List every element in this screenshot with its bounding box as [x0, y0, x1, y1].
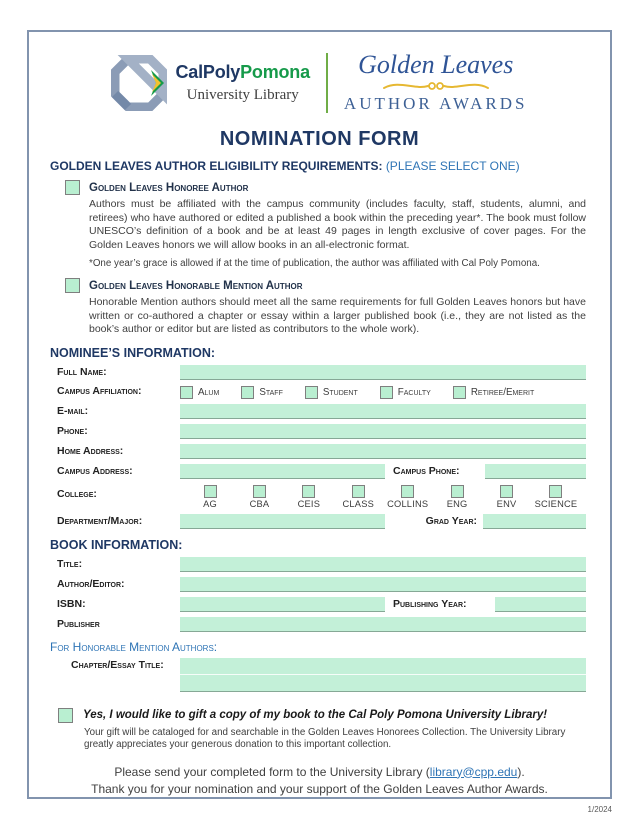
publisher-input[interactable] — [180, 617, 586, 632]
chapter-title-row — [71, 658, 586, 692]
award-caps-title: AUTHOR AWARDS — [343, 94, 528, 113]
eng-checkbox[interactable] — [451, 485, 464, 498]
grad-year-label: Grad Year: — [425, 514, 477, 527]
honoree-footnote: *One year’s grace is allowed if at the time of publication, the author was affiliated with Cal Poly Pomona. — [89, 258, 540, 269]
page-title: NOMINATION FORM — [219, 128, 420, 150]
nominee-section-heading: NOMINEE’S INFORMATION: — [50, 345, 216, 360]
campus-address-row — [57, 463, 586, 479]
email-row — [57, 403, 586, 419]
science-checkbox[interactable] — [549, 485, 562, 498]
book-section-heading: BOOK INFORMATION: — [50, 537, 183, 552]
publishing-year-input[interactable] — [495, 597, 586, 612]
isbn-label: ISBN: — [57, 597, 86, 610]
publisher-row — [57, 616, 586, 632]
chapter-title-input[interactable] — [180, 658, 586, 692]
full-name-input[interactable] — [180, 365, 586, 380]
student-checkbox[interactable] — [305, 386, 318, 399]
campus-address-label: Campus Address: — [57, 464, 133, 477]
faculty-label: Faculty — [397, 386, 431, 398]
ceis-label: CEIS — [297, 498, 321, 509]
campus-phone-label: Campus Phone: — [393, 464, 460, 477]
home-address-input[interactable] — [180, 444, 586, 459]
staff-checkbox[interactable] — [241, 386, 254, 399]
cpp-brand — [111, 55, 309, 111]
department-label: Department/Major: — [57, 514, 143, 527]
science-label: SCIENCE — [534, 498, 578, 509]
home-address-row — [57, 443, 586, 459]
affiliation-staff — [241, 386, 283, 399]
eligibility-heading — [50, 159, 610, 173]
collins-label: COLLINS — [387, 498, 429, 509]
campus-address-input[interactable] — [180, 464, 385, 479]
honorable-mention-option-label: Golden Leaves Honorable Mention Author — [89, 279, 303, 292]
eng-label: ENG — [446, 498, 468, 509]
full-name-row — [57, 364, 586, 380]
isbn-row — [57, 596, 586, 612]
header — [29, 48, 610, 118]
class-label: CLASS — [342, 498, 375, 509]
cba-checkbox[interactable] — [253, 485, 266, 498]
affiliation-faculty — [380, 386, 431, 399]
brand-university-library: University Library — [186, 87, 299, 103]
chapter-title-label: Chapter/Essay Title: — [71, 658, 164, 671]
gift-checkbox[interactable] — [58, 708, 73, 723]
department-row — [57, 513, 586, 529]
thanks-line: Thank you for your nomination and your support of the Golden Leaves Author Awards. — [91, 781, 548, 796]
cpp-octagon-logo-icon — [111, 55, 167, 111]
college-row — [57, 485, 586, 509]
college-science — [532, 485, 580, 509]
college-env — [483, 485, 531, 509]
campus-phone-input[interactable] — [485, 464, 586, 479]
brand-pomona: Pomona — [240, 62, 310, 82]
college-ag — [186, 485, 234, 509]
honoree-description: Authors must be affiliated with the campus community (includes faculty, staff, students, alumni, and retirees) who have authored or edited a published a book within the preceding year*. The book must follow UNESCO’s definition of a book and be at least 49 pages in length exclusive of cover pages. For the Golden Leaves honors we will allow books in an all-electronic format. — [89, 198, 586, 251]
phone-row — [57, 423, 586, 439]
honorable-mention-section-heading: For Honorable Mention Authors: — [50, 639, 218, 654]
gift-label: Yes, I would like to gift a copy of my book to the Cal Poly Pomona University Library! — [83, 709, 548, 721]
affiliation-alum — [180, 386, 219, 399]
college-class — [334, 485, 382, 509]
honorable-mention-option-row — [65, 278, 610, 293]
staff-label: Staff — [259, 386, 283, 398]
college-cba — [235, 485, 283, 509]
library-email-link[interactable]: library@cpp.edu — [429, 764, 518, 779]
form-version: 1/2024 — [587, 805, 612, 814]
ag-label: AG — [203, 498, 217, 509]
department-input[interactable] — [180, 514, 385, 529]
retiree-label: Retiree/Emerit — [470, 386, 535, 398]
faculty-checkbox[interactable] — [380, 386, 393, 399]
env-checkbox[interactable] — [500, 485, 513, 498]
affiliation-student — [305, 386, 358, 399]
college-label: College: — [57, 487, 97, 500]
phone-label: Phone: — [57, 424, 88, 437]
full-name-label: Full Name: — [57, 365, 107, 378]
award-logo — [344, 52, 528, 114]
grad-year-input[interactable] — [483, 514, 586, 529]
alum-checkbox[interactable] — [180, 386, 193, 399]
publishing-year-label: Publishing Year: — [393, 597, 467, 610]
page-border-frame — [27, 30, 612, 799]
author-editor-row — [57, 576, 586, 592]
honorable-mention-checkbox[interactable] — [65, 278, 80, 293]
college-collins — [384, 485, 432, 509]
campus-affiliation-row — [57, 384, 586, 399]
cpp-brand-text — [175, 62, 309, 104]
retiree-checkbox[interactable] — [453, 386, 466, 399]
collins-checkbox[interactable] — [401, 485, 414, 498]
alum-label: Alum — [198, 386, 220, 398]
send-instruction — [29, 765, 610, 779]
ag-checkbox[interactable] — [204, 485, 217, 498]
author-editor-label: Author/Editor: — [57, 577, 125, 590]
ceis-checkbox[interactable] — [302, 485, 315, 498]
book-title-label: Title: — [57, 557, 83, 570]
award-script-title: Golden Leaves — [358, 50, 514, 79]
phone-input[interactable] — [180, 424, 586, 439]
email-label: E-mail: — [57, 404, 89, 417]
class-checkbox[interactable] — [352, 485, 365, 498]
gift-description: Your gift will be cataloged for and searchable in the Golden Leaves Honorees Collection. The University Library greatly appreciates your generous donation to this important collection. — [84, 726, 566, 750]
header-divider — [326, 53, 328, 113]
send-instruction-post: ). — [517, 764, 525, 779]
gold-flourish-icon — [381, 78, 491, 92]
eligibility-heading-main: GOLDEN LEAVES AUTHOR ELIGIBILITY REQUIREMENTS: — [50, 159, 383, 173]
campus-affiliation-label: Campus Affiliation: — [57, 384, 142, 397]
college-options — [180, 485, 586, 509]
send-instruction-pre: Please send your completed form to the University Library ( — [114, 764, 430, 779]
honorable-mention-description: Honorable Mention authors should meet all the same requirements for full Golden Leaves honors but have written or co-authored a chapter or essay within a larger published book (i.e., they are not listed as the book’s author or editor but are listed as contributors to the whole work). — [89, 296, 586, 335]
cba-label: CBA — [249, 498, 270, 509]
college-eng — [433, 485, 481, 509]
honoree-option-label: Golden Leaves Honoree Author — [89, 181, 249, 194]
env-label: ENV — [496, 498, 517, 509]
publisher-label: Publisher — [57, 617, 100, 630]
gift-row — [58, 708, 586, 723]
email-input[interactable] — [180, 404, 586, 419]
book-title-row — [57, 556, 586, 572]
honoree-option-row — [65, 180, 610, 195]
student-label: Student — [322, 386, 358, 398]
book-title-input[interactable] — [180, 557, 586, 572]
brand-calpoly: CalPoly — [175, 62, 241, 82]
affiliation-retiree — [453, 386, 534, 399]
home-address-label: Home Address: — [57, 444, 124, 457]
eligibility-heading-sub: (PLEASE SELECT ONE) — [385, 159, 520, 173]
honoree-checkbox[interactable] — [65, 180, 80, 195]
author-editor-input[interactable] — [180, 577, 586, 592]
college-ceis — [285, 485, 333, 509]
isbn-input[interactable] — [180, 597, 385, 612]
cpp-brand-name — [175, 62, 309, 83]
